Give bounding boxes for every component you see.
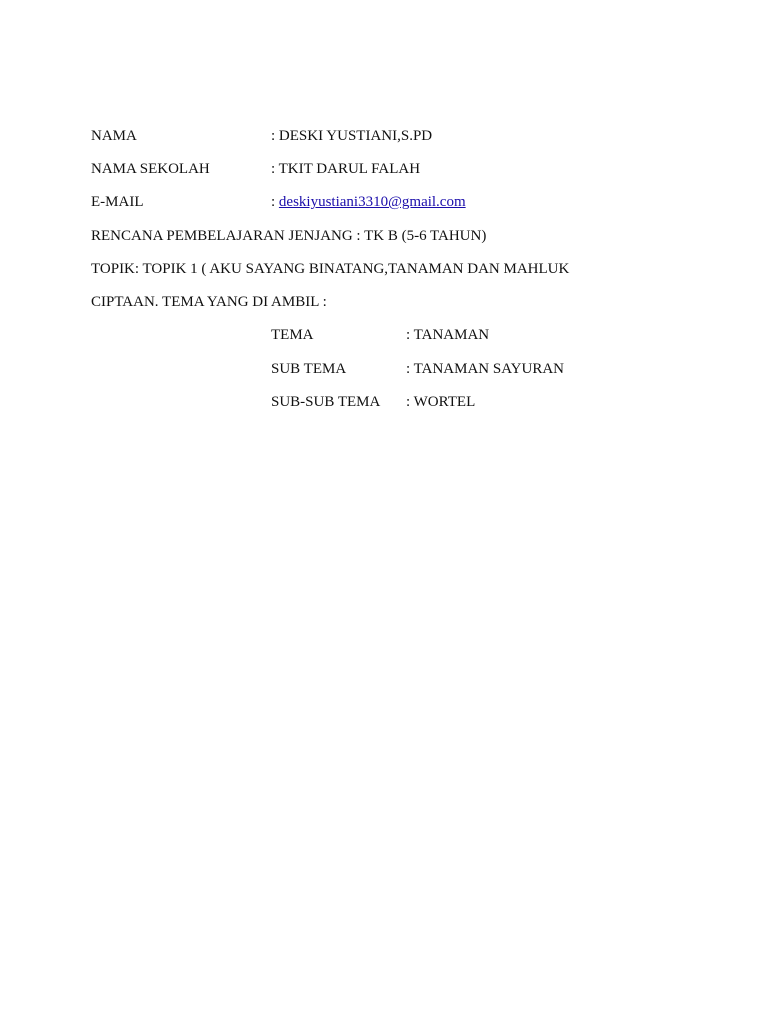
sub-tema-value: : TANAMAN SAYURAN: [406, 361, 564, 377]
rencana-line: RENCANA PEMBELAJARAN JENJANG : TK B (5-6 TAHUN): [91, 228, 487, 244]
tema-value: : TANAMAN: [406, 327, 490, 343]
email-prefix: :: [271, 194, 279, 210]
sub-sub-tema-label: SUB-SUB TEMA: [271, 394, 381, 410]
email-value-line: [271, 193, 466, 211]
email-link[interactable]: deskiyustiani3310@gmail.com: [278, 194, 466, 210]
nama-sekolah-label: NAMA SEKOLAH: [91, 161, 210, 177]
sub-tema-label: SUB TEMA: [271, 361, 347, 377]
nama-label: NAMA: [91, 128, 137, 144]
nama-sekolah-value: : TKIT DARUL FALAH: [271, 161, 421, 177]
nama-value: : DESKI YUSTIANI,S.PD: [271, 128, 433, 144]
email-label: E-MAIL: [91, 194, 144, 210]
tema-label: TEMA: [271, 327, 314, 343]
topik-line-1: TOPIK: TOPIK 1 ( AKU SAYANG BINATANG,TANAMAN DAN MAHLUK: [91, 261, 570, 277]
topik-line-2: CIPTAAN. TEMA YANG DI AMBIL :: [91, 294, 327, 310]
sub-sub-tema-value: : WORTEL: [406, 394, 476, 410]
